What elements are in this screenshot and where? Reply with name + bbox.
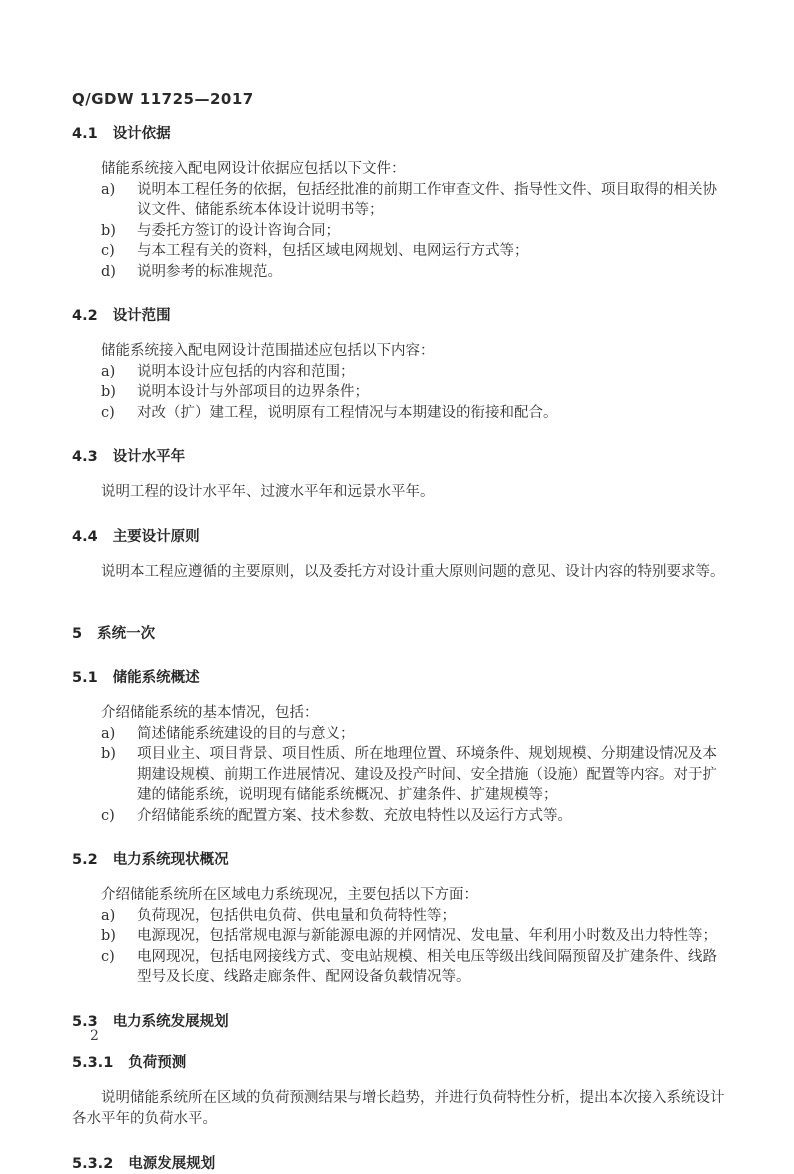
section-number: 5: [72, 626, 83, 642]
section-intro: 介绍储能系统的基本情况，包括：: [101, 705, 319, 721]
list-item-text: 电源现况，包括常规电源与新能源电源的并网情况、发电量、年利用小时数及出力特性等；: [137, 928, 717, 944]
list-item-text: 对改（扩）建工程，说明原有工程情况与本期建设的衔接和配合。: [137, 404, 558, 421]
list-item: [101, 180, 730, 221]
section-number: 4.2: [72, 308, 98, 324]
section-list: [72, 724, 730, 827]
section-title: 电力系统发展规划: [112, 1013, 229, 1030]
section-paragraph: 说明储能系统所在区域的负荷预测结果与增长趋势，并进行负荷特性分析，提出本次接入系统设计各水平年的负荷水平。: [72, 1089, 725, 1127]
list-item-text: 说明本设计应包括的内容和范围；: [137, 363, 355, 380]
list-item-text: 简述储能系统建设的目的与意义；: [137, 725, 355, 742]
list-item-label: c): [101, 404, 115, 421]
list-item: [101, 744, 730, 806]
section-heading-4-1: [72, 125, 730, 144]
section-title: 储能系统概述: [112, 670, 200, 686]
section-paragraph: 说明本工程应遵循的主要原则，以及委托方对设计重大原则问题的意见、设计内容的特别要求等。: [101, 564, 725, 580]
section-heading-4-3: [72, 448, 730, 467]
list-item-label: b): [101, 928, 116, 944]
section-title: 主要设计原则: [112, 529, 200, 545]
section-heading-5-3-2: [72, 1155, 730, 1174]
section-number: 5.1: [72, 670, 98, 686]
section-heading-5-2: [72, 851, 730, 870]
list-item-text: 介绍储能系统的配置方案、技术参数、充放电特性以及运行方式等。: [137, 807, 572, 824]
section-list: [72, 362, 730, 424]
section-title: 负荷预测: [128, 1054, 187, 1071]
list-item-label: b): [101, 746, 116, 762]
list-item-label: a): [101, 181, 116, 198]
section-paragraph: 说明工程的设计水平年、过渡水平年和远景水平年。: [101, 484, 435, 500]
section-list: [72, 906, 730, 988]
page-number: 2: [90, 1028, 99, 1044]
list-item-label: c): [101, 948, 115, 965]
section-number: 4.3: [72, 449, 98, 465]
list-item: [101, 382, 730, 403]
list-item-text: 负荷现况，包括供电负荷、供电量和负荷特性等；: [137, 907, 456, 924]
list-item-text: 与本工程有关的资料，包括区域电网规划、电网运行方式等；: [137, 243, 529, 259]
list-item-label: c): [101, 243, 115, 259]
list-item-text: 电网现况，包括电网接线方式、变电站规模、相关电压等级出线间隔预留及扩建条件、线路型号及长度、线路走廊条件、配网设备负载情况等。: [137, 948, 717, 985]
section-title: 设计依据: [112, 126, 171, 142]
section-number: 4.1: [72, 126, 98, 142]
list-item-label: a): [101, 725, 116, 742]
chapter-heading-5: [72, 625, 730, 644]
section-intro: 储能系统接入配电网设计范围描述应包括以下内容：: [101, 343, 435, 359]
list-item: [101, 241, 730, 262]
section-heading-5-3-1: [72, 1054, 730, 1073]
list-item-label: a): [101, 907, 116, 924]
section-intro: 介绍储能系统所在区域电力系统现况，主要包括以下方面：: [101, 887, 478, 903]
section-title: 设计水平年: [112, 449, 186, 465]
section-list: [72, 180, 730, 283]
list-item-text: 说明参考的标准规范。: [137, 263, 282, 280]
section-heading-5-1: [72, 669, 730, 688]
section-heading-5-3: [72, 1013, 730, 1032]
list-item: [101, 906, 730, 927]
section-title: 电力系统现状概况: [112, 852, 229, 868]
section-title: 设计范围: [112, 308, 171, 324]
list-item-label: d): [101, 263, 116, 280]
list-item-label: a): [101, 363, 116, 380]
list-item-text: 说明本设计与外部项目的边界条件；: [137, 384, 369, 400]
list-item: [101, 362, 730, 383]
section-title: 电源发展规划: [128, 1155, 216, 1172]
section-number: 5.2: [72, 852, 98, 868]
list-item-text: 说明本工程任务的依据，包括经批准的前期工作审查文件、指导性文件、项目取得的相关协议文件、储能系统本体设计说明书等；: [137, 181, 717, 218]
list-item: [101, 262, 730, 283]
section-number: 4.4: [72, 529, 98, 545]
section-intro: 储能系统接入配电网设计依据应包括以下文件：: [101, 161, 406, 177]
document-code: Q/GDW 11725—2017: [72, 90, 254, 108]
section-number: 5.3: [72, 1013, 98, 1030]
list-item: [101, 221, 730, 242]
section-number: 5.3.1: [72, 1054, 114, 1071]
list-item-text: 与委托方签订的设计咨询合同；: [137, 222, 340, 239]
list-item: [101, 806, 730, 827]
list-item: [101, 947, 730, 988]
list-item: [101, 724, 730, 745]
section-title: 系统一次: [97, 626, 156, 642]
list-item: [101, 926, 730, 947]
section-heading-4-2: [72, 307, 730, 326]
section-heading-4-4: [72, 528, 730, 547]
list-item-label: c): [101, 807, 115, 824]
list-item-text: 项目业主、项目背景、项目性质、所在地理位置、环境条件、规划规模、分期建设情况及本期建设规模、前期工作进展情况、建设及投产时间、安全措施（设施）配置等内容。对于扩建的储能系统，说明现有储能系统概况、扩建条件、扩建规模等；: [137, 746, 717, 803]
section-number: 5.3.2: [72, 1155, 114, 1172]
list-item-label: b): [101, 384, 116, 400]
list-item: [101, 403, 730, 424]
list-item-label: b): [101, 222, 116, 239]
